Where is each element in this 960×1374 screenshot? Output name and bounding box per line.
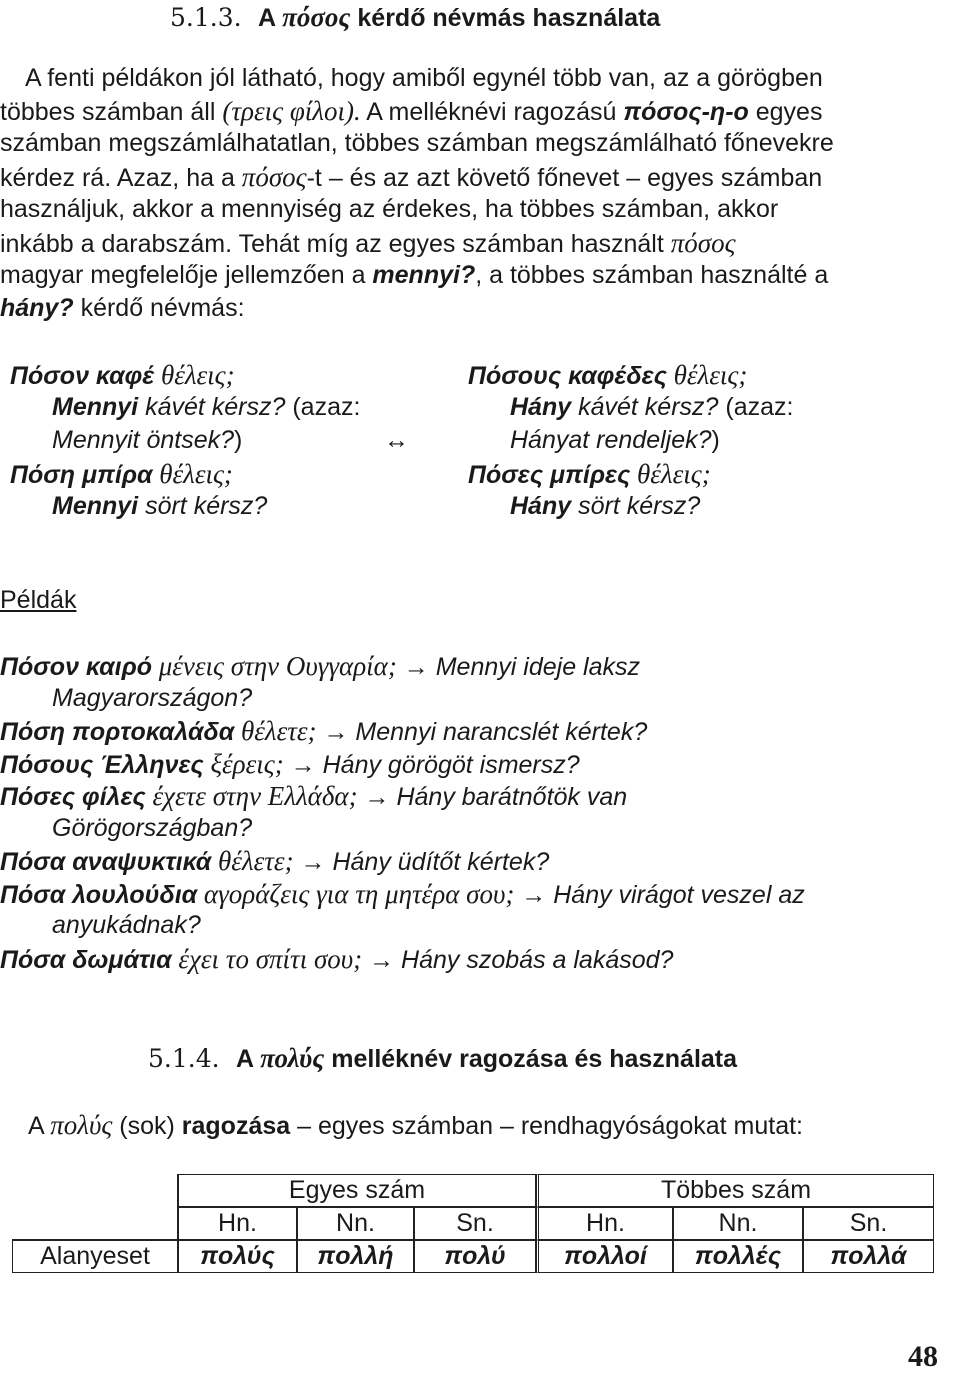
form-cell: πολλά	[803, 1240, 934, 1273]
example-2: Πόση πορτοκαλάδα θέλετε; → Mennyi narancslét kértek?	[0, 716, 648, 746]
group-singular: Egyes szám	[178, 1174, 536, 1207]
example-3: Πόσους Έλληνες ξέρεις; → Hány görögöt ismersz?	[0, 749, 580, 779]
gender-cell: Sn.	[414, 1207, 536, 1240]
compare-left-row-2: Mennyi kávét kérsz? (azaz:	[52, 393, 361, 421]
example-6: Πόσα λουλούδια αγοράζεις για τη μητέρα σου; → Hány virágot veszel az	[0, 879, 805, 909]
form-cell: πολλές	[673, 1240, 803, 1273]
table-row	[12, 1240, 934, 1273]
section-heading-514	[148, 1040, 737, 1076]
intro-line-5: használjuk, akkor a mennyiség az érdekes, ha többes számban, akkor	[0, 195, 779, 223]
intro-line-4: kérdez rá. Azaz, ha a πόσος-t – és az azt követő főnevet – egyes számban	[0, 162, 823, 192]
section-title-post: kérdő névmás használata	[350, 4, 661, 32]
form-cell: πολύς	[178, 1240, 297, 1273]
example-5: Πόσα αναψυκτικά θέλετε; → Hány üdítőt kértek?	[0, 846, 550, 876]
table-corner-cell	[12, 1174, 178, 1207]
section-number: 5.1.3.	[170, 3, 242, 32]
polys-intro: A πολύς (sok) ragozása – egyes számban – rendhagyóságokat mutat:	[28, 1110, 803, 1140]
section-title-greek: πόσος	[282, 2, 351, 32]
section-heading-513	[170, 0, 660, 34]
example-4: Πόσες φίλες έχετε στην Ελλάδα; → Hány barátnőtök van	[0, 781, 628, 811]
section-title-pre: A	[258, 4, 283, 32]
table-header-row	[12, 1174, 934, 1207]
intro-line-1: A fenti példákon jól látható, hogy amiből egynél több van, az a görögben	[25, 64, 823, 92]
group-plural: Többes szám	[536, 1174, 934, 1207]
table-empty-cell	[12, 1207, 178, 1240]
compare-left-row-3: Mennyit öntsek?)	[52, 426, 243, 454]
example-1: Πόσον καιρό μένεις στην Ουγγαρία; → Mennyi ideje laksz	[0, 651, 640, 681]
compare-right-row-2: Hány kávét kérsz? (azaz:	[510, 393, 794, 421]
compare-left-row-1: Πόσον καφέ θέλεις;	[10, 360, 235, 390]
compare-right-row-3: Hányat rendeljek?)	[510, 426, 720, 454]
page-number: 48	[908, 1340, 938, 1373]
compare-right-row-1: Πόσους καφέδες θέλεις;	[468, 360, 748, 390]
form-cell: πολλή	[297, 1240, 414, 1273]
examples-heading: Példák	[0, 586, 77, 614]
compare-left-row-4: Πόση μπίρα θέλεις;	[10, 459, 233, 489]
intro-line-8: hány? kérdő névmás:	[0, 294, 245, 322]
example-4-cont: Görögországban?	[52, 814, 253, 842]
gender-cell: Hn.	[536, 1207, 673, 1240]
table-gender-row	[12, 1207, 934, 1240]
example-1-cont: Magyarországon?	[52, 684, 253, 712]
gender-cell: Nn.	[673, 1207, 803, 1240]
section-title-post: melléknév ragozása és használata	[324, 1045, 738, 1073]
intro-line-6: inkább a darabszám. Tehát míg az egyes számban használt πόσος	[0, 228, 736, 258]
inflection-table	[12, 1174, 934, 1273]
section-title-pre: A	[236, 1045, 261, 1073]
intro-line-3: számban megszámlálhatatlan, többes számban megszámlálható főnevekre	[0, 129, 834, 157]
intro-line-2: többes számban áll (τρεις φίλοι). A melléknévi ragozású πόσος-η-ο egyes	[0, 96, 823, 126]
compare-left-row-5: Mennyi sört kérsz?	[52, 492, 268, 520]
compare-right-row-5: Hány sört kérsz?	[510, 492, 701, 520]
section-number: 5.1.4.	[148, 1044, 220, 1073]
intro-line-7: magyar megfelelője jellemzően a mennyi?, a többes számban használté a	[0, 261, 829, 289]
gender-cell: Nn.	[297, 1207, 414, 1240]
compare-right-row-4: Πόσες μπίρες θέλεις;	[468, 459, 711, 489]
gender-cell: Hn.	[178, 1207, 297, 1240]
gender-cell: Sn.	[803, 1207, 934, 1240]
compare-arrow: ↔	[384, 426, 409, 454]
row-label: Alanyeset	[12, 1240, 178, 1273]
form-cell: πολλοί	[536, 1240, 673, 1273]
form-cell: πολύ	[414, 1240, 536, 1273]
section-title-greek: πολύς	[260, 1043, 325, 1073]
example-7: Πόσα δωμάτια έχει το σπίτι σου; → Hány szobás a lakásod?	[0, 944, 674, 974]
example-6-cont: anyukádnak?	[52, 911, 201, 939]
